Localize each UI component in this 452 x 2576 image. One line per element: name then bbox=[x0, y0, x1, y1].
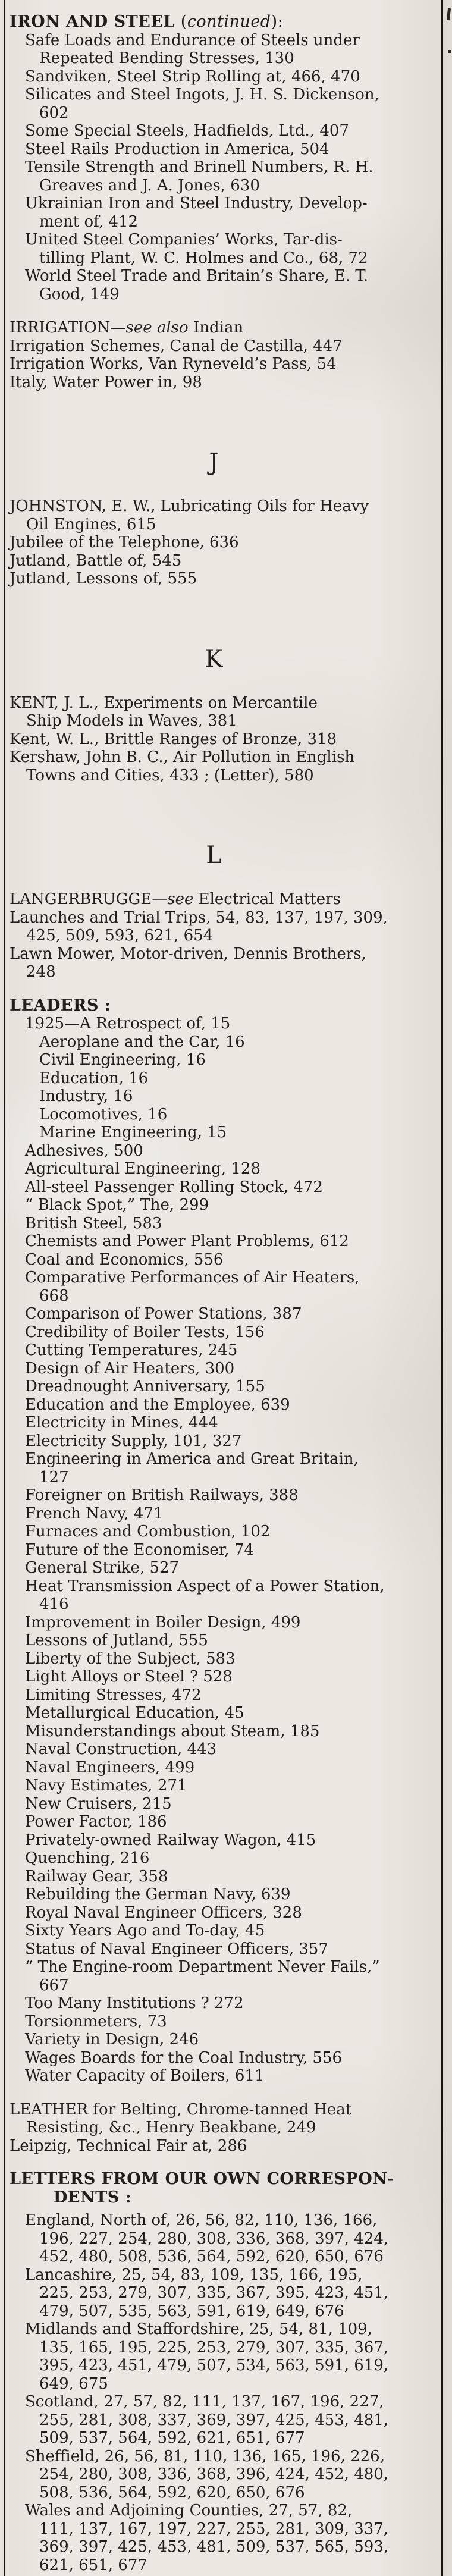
index-entry bbox=[25, 1251, 434, 1269]
index-entry bbox=[39, 1124, 434, 1142]
text-run: 254, 280, 308, 336, 368, 396, 424, 452, 480, bbox=[39, 2465, 389, 2483]
text-run: ( bbox=[180, 12, 187, 31]
text-run: Kent, W. L., Brittle Ranges of Bronze, 318 bbox=[10, 730, 337, 748]
text-run: “ Black Spot,” The, 299 bbox=[25, 1196, 209, 1214]
index-entry bbox=[25, 1994, 434, 2013]
index-entry bbox=[25, 1759, 434, 1777]
index-entry bbox=[25, 1559, 434, 1577]
index-entry bbox=[25, 1813, 434, 1831]
text-run: 369, 397, 425, 453, 481, 509, 537, 565, 593, bbox=[39, 2538, 389, 2556]
text-run: LEATHER for Belting, Chrome-tanned Heat bbox=[10, 2100, 352, 2119]
text-run: Privately-owned Railway Wagon, 415 bbox=[25, 1831, 316, 1849]
index-entry bbox=[25, 1196, 434, 1215]
index-entry bbox=[25, 2211, 434, 2266]
text-run: Wages Boards for the Coal Industry, 556 bbox=[25, 2048, 342, 2067]
text-run: Furnaces and Combustion, 102 bbox=[25, 1523, 271, 1540]
text-run: Sheffield, 26, 56, 81, 110, 136, 165, 196, 226, bbox=[25, 2447, 385, 2465]
text-run: Variety in Design, 246 bbox=[25, 2031, 199, 2048]
index-entry bbox=[25, 1631, 434, 1650]
text-run: Comparison of Power Stations, 387 bbox=[25, 1305, 302, 1323]
text-run: Dreadnought Anniversary, 155 bbox=[25, 1378, 265, 1395]
text-run: Electricity Supply, 101, 327 bbox=[25, 1432, 242, 1450]
text-run: Education and the Employee, 639 bbox=[25, 1395, 290, 1414]
index-entry bbox=[25, 140, 434, 159]
index-entry bbox=[25, 231, 434, 267]
text-run: J bbox=[209, 448, 219, 476]
text-run: Lessons of Jutland, 555 bbox=[25, 1631, 208, 1649]
text-run: Sixty Years Ago and To-day, 45 bbox=[25, 1922, 265, 1940]
text-run: ): bbox=[271, 12, 284, 31]
text-run: Good, 149 bbox=[39, 285, 120, 303]
index-entry bbox=[25, 32, 434, 68]
index-entry bbox=[25, 194, 434, 231]
text-run: Electricity in Mines, 444 bbox=[25, 1414, 218, 1432]
index-entry bbox=[25, 2502, 434, 2574]
text-run: Future of the Economiser, 74 bbox=[25, 1540, 254, 1559]
text-run: Engineering in America and Great Britain, bbox=[25, 1450, 359, 1468]
index-entry bbox=[10, 355, 434, 374]
text-run: Light Alloys or Steel ? 528 bbox=[25, 1668, 233, 1686]
index-entry bbox=[10, 730, 434, 749]
index-entry bbox=[10, 2137, 434, 2155]
text-run: Comparative Performances of Air Heaters, bbox=[25, 1269, 360, 1287]
text-run: Wales and Adjoining Counties, 27, 57, 82, bbox=[25, 2502, 353, 2519]
text-run: Navy Estimates, 271 bbox=[25, 1777, 187, 1794]
text-run: 196, 227, 254, 280, 308, 336, 368, 397, 424, bbox=[39, 2229, 389, 2248]
text-run: Naval Construction, 443 bbox=[25, 1740, 217, 1758]
text-run: Kershaw, John B. C., Air Pollution in English bbox=[10, 748, 355, 766]
index-entry bbox=[25, 1360, 434, 1378]
text-run: Midlands and Staffordshire, 25, 54, 81, 109, bbox=[25, 2320, 372, 2338]
index-entry bbox=[25, 267, 434, 303]
text-run: Marine Engineering, 15 bbox=[39, 1124, 227, 1141]
text-run: Cutting Temperatures, 245 bbox=[25, 1341, 238, 1359]
text-run: 225, 253, 279, 307, 335, 367, 395, 423, 451, bbox=[39, 2284, 389, 2302]
index-entry bbox=[25, 1940, 434, 1959]
text-run: IRON AND STEEL bbox=[10, 12, 181, 31]
index-entry bbox=[10, 534, 434, 552]
text-run: Tensile Strength and Brinell Numbers, R. H. bbox=[25, 158, 373, 176]
text-run: Power Factor, 186 bbox=[25, 1813, 167, 1831]
text-run: Design of Air Heaters, 300 bbox=[25, 1359, 235, 1378]
index-entry bbox=[10, 748, 434, 785]
index-entry bbox=[10, 570, 434, 588]
text-run: 509, 537, 564, 592, 621, 651, 677 bbox=[39, 2429, 305, 2447]
text-run: Locomotives, 16 bbox=[39, 1105, 168, 1124]
text-run: Irrigation Schemes, Canal de Castilla, 447 bbox=[10, 337, 343, 355]
index-entry bbox=[25, 1922, 434, 1940]
text-run: Jutland, Lessons of, 555 bbox=[10, 570, 197, 588]
index-entry bbox=[25, 1142, 434, 1160]
text-run: Misunderstandings about Steam, 185 bbox=[25, 1722, 320, 1740]
index-entry bbox=[25, 1958, 434, 1994]
index-entry bbox=[25, 1831, 434, 1850]
index-entry bbox=[25, 1722, 434, 1741]
text-run: continued bbox=[187, 12, 271, 31]
index-entry bbox=[25, 1577, 434, 1614]
text-run: Rebuilding the German Navy, 639 bbox=[25, 1885, 291, 1903]
text-run: Metallurgical Education, 45 bbox=[25, 1704, 244, 1722]
index-entry bbox=[25, 68, 434, 86]
index-entry bbox=[10, 337, 434, 356]
index-entry bbox=[10, 374, 434, 392]
text-run: K bbox=[205, 645, 224, 673]
index-entry bbox=[10, 890, 434, 909]
text-run: 248 bbox=[26, 963, 56, 981]
index-entry bbox=[25, 1686, 434, 1705]
index-entry bbox=[25, 1323, 434, 1342]
text-run: Torsionmeters, 73 bbox=[25, 2012, 167, 2031]
index-entry bbox=[10, 909, 434, 945]
text-run: 111, 137, 167, 197, 227, 255, 281, 309, 337, bbox=[39, 2519, 389, 2538]
text-run: Resisting, &c., Henry Beakbane, 249 bbox=[26, 2119, 316, 2136]
section-heading bbox=[10, 2170, 434, 2189]
index-entry bbox=[25, 1269, 434, 1305]
text-run: 667 bbox=[39, 1976, 69, 1994]
index-entry bbox=[25, 1650, 434, 1668]
letter-heading-K bbox=[0, 645, 434, 673]
text-run: 621, 651, 677 bbox=[39, 2556, 147, 2574]
text-run: Scotland, 27, 57, 82, 111, 137, 167, 196, 227, bbox=[25, 2393, 384, 2411]
text-run: see bbox=[167, 890, 194, 908]
text-run: JOHNSTON, E. W., Lubricating Oils for Heavy bbox=[10, 497, 369, 515]
text-run: Steel Rails Production in America, 504 bbox=[25, 140, 329, 158]
text-run: Repeated Bending Stresses, 130 bbox=[39, 49, 294, 67]
index-entry bbox=[25, 158, 434, 194]
text-run: IRRIGATION— bbox=[10, 319, 126, 337]
index-entry bbox=[25, 1849, 434, 1868]
text-run: 255, 281, 308, 337, 369, 397, 425, 453, 481, bbox=[39, 2411, 389, 2429]
text-run: Railway Gear, 358 bbox=[25, 1867, 168, 1885]
index-entry bbox=[25, 2266, 434, 2321]
text-run: Agricultural Engineering, 128 bbox=[25, 1160, 260, 1178]
index-entry bbox=[25, 2067, 434, 2085]
index-entry bbox=[39, 1069, 434, 1088]
text-run: United Steel Companies’ Works, Tar-dis- bbox=[25, 231, 343, 249]
text-run: tilling Plant, W. C. Holmes and Co., 68, 72 bbox=[39, 249, 368, 267]
index-entry bbox=[10, 2101, 434, 2137]
text-run: Improvement in Boiler Design, 499 bbox=[25, 1613, 301, 1631]
index-entry bbox=[25, 86, 434, 122]
text-run: Launches and Trial Trips, 54, 83, 137, 197, 309, bbox=[10, 908, 388, 927]
text-run: Heat Transmission Aspect of a Power Station, bbox=[25, 1577, 385, 1595]
text-run: Coal and Economics, 556 bbox=[25, 1250, 224, 1269]
text-run: General Strike, 527 bbox=[25, 1559, 180, 1577]
text-run: DENTS : bbox=[54, 2188, 132, 2207]
index-entry bbox=[25, 1432, 434, 1451]
index-entry bbox=[25, 1160, 434, 1178]
text-run: Civil Engineering, 16 bbox=[39, 1051, 206, 1069]
column-rule-right bbox=[441, 0, 443, 2576]
text-run: 1925—A Retrospect of, 15 bbox=[25, 1015, 231, 1033]
index-entry bbox=[25, 1450, 434, 1486]
text-run: Italy, Water Power in, 98 bbox=[10, 373, 202, 391]
text-run: Oil Engines, 615 bbox=[26, 515, 156, 534]
index-entry bbox=[10, 945, 434, 981]
index-entry bbox=[25, 1015, 434, 1033]
index-entry bbox=[25, 2320, 434, 2393]
text-run: Ukrainian Iron and Steel Industry, Develop- bbox=[25, 194, 368, 212]
index-entry bbox=[25, 1232, 434, 1251]
index-entry bbox=[25, 2049, 434, 2067]
index-entry bbox=[25, 1341, 434, 1360]
text-run: 395, 423, 451, 479, 507, 534, 563, 591, 619, bbox=[39, 2357, 389, 2374]
text-run: 452, 480, 508, 536, 564, 592, 620, 650, 676 bbox=[39, 2248, 384, 2266]
section-heading-continued bbox=[54, 2189, 434, 2207]
text-run: Towns and Cities, 433 ; (Letter), 580 bbox=[26, 766, 314, 785]
index-entry bbox=[25, 1668, 434, 1686]
text-run: Irrigation Works, Van Ryneveld’s Pass, 54 bbox=[10, 355, 337, 373]
index-entry bbox=[10, 552, 434, 570]
section-heading bbox=[10, 997, 434, 1015]
text-run: British Steel, 583 bbox=[25, 1214, 162, 1232]
index-entry bbox=[25, 1414, 434, 1432]
text-run: LETTERS FROM OUR OWN CORRESPON- bbox=[10, 2170, 395, 2188]
text-run: Adhesives, 500 bbox=[25, 1141, 143, 1160]
index-entry bbox=[25, 1614, 434, 1632]
scan-artifact bbox=[448, 50, 451, 53]
text-run: Leipzig, Technical Fair at, 286 bbox=[10, 2136, 247, 2155]
text-run: Jutland, Battle of, 545 bbox=[10, 551, 182, 570]
text-run: see also bbox=[125, 319, 189, 337]
index-entry bbox=[39, 1106, 434, 1124]
text-run: “ The Engine-room Department Never Fails,” bbox=[25, 1958, 380, 1976]
text-run: Credibility of Boiler Tests, 156 bbox=[25, 1323, 265, 1341]
index-entry bbox=[25, 1178, 434, 1197]
index-entry bbox=[25, 1486, 434, 1505]
column-rule-left bbox=[4, 0, 5, 2576]
index-entry bbox=[25, 1795, 434, 1813]
text-run: Industry, 16 bbox=[39, 1087, 133, 1105]
text-run: L bbox=[206, 842, 222, 869]
text-run: Education, 16 bbox=[39, 1069, 149, 1087]
text-run: Greaves and J. A. Jones, 630 bbox=[39, 176, 260, 194]
text-run: French Navy, 471 bbox=[25, 1504, 164, 1523]
text-run: LANGERBRUGGE— bbox=[10, 890, 168, 908]
index-entry bbox=[25, 1378, 434, 1396]
text-run: Quenching, 216 bbox=[25, 1849, 150, 1867]
index-entry bbox=[25, 2031, 434, 2049]
text-run: Chemists and Power Plant Problems, 612 bbox=[25, 1232, 349, 1250]
text-run: World Steel Trade and Britain’s Share, E. T. bbox=[25, 267, 369, 285]
letter-heading-J bbox=[0, 448, 434, 476]
index-entry bbox=[39, 1051, 434, 1069]
index-entry bbox=[25, 1396, 434, 1414]
text-run: Liberty of the Subject, 583 bbox=[25, 1649, 236, 1668]
text-run: Sandviken, Steel Strip Rolling at, 466, 470 bbox=[25, 67, 360, 86]
letter-heading-L bbox=[0, 842, 434, 869]
text-run: Lancashire, 25, 54, 83, 109, 135, 166, 195, bbox=[25, 2266, 363, 2284]
index-entry bbox=[25, 1868, 434, 1886]
text-run: 479, 507, 535, 563, 591, 619, 649, 676 bbox=[39, 2302, 344, 2320]
text-run: Safe Loads and Endurance of Steels under bbox=[25, 31, 360, 49]
index-entry bbox=[25, 1777, 434, 1795]
text-run: 416 bbox=[39, 1595, 69, 1613]
index-entry bbox=[39, 1033, 434, 1052]
text-run: Ship Models in Waves, 381 bbox=[26, 712, 237, 730]
text-run: ment of, 412 bbox=[39, 212, 139, 231]
text-run: 668 bbox=[39, 1287, 69, 1305]
text-run: Indian bbox=[188, 319, 244, 337]
text-run: 425, 509, 593, 621, 654 bbox=[26, 927, 214, 945]
index-entry bbox=[25, 1523, 434, 1541]
index-entry bbox=[25, 1885, 434, 1904]
text-run: Royal Naval Engineer Officers, 328 bbox=[25, 1903, 302, 1922]
index-entry bbox=[10, 319, 434, 337]
index-entry bbox=[25, 1704, 434, 1722]
text-run: LEADERS : bbox=[10, 996, 111, 1015]
text-run: Too Many Institutions ? 272 bbox=[25, 1994, 244, 2012]
text-run: Naval Engineers, 499 bbox=[25, 1758, 195, 1777]
index-entry bbox=[25, 1904, 434, 1922]
index-entry bbox=[25, 1740, 434, 1759]
text-run: All-steel Passenger Rolling Stock, 472 bbox=[25, 1178, 323, 1196]
text-run: Status of Naval Engineer Officers, 357 bbox=[25, 1940, 328, 1958]
index-entry bbox=[10, 694, 434, 730]
index-entry bbox=[39, 1087, 434, 1106]
text-run: England, North of, 26, 56, 82, 110, 136, 166, bbox=[25, 2211, 378, 2229]
index-entry bbox=[25, 1505, 434, 1523]
text-run: 127 bbox=[39, 1468, 69, 1486]
text-run: Lawn Mower, Motor-driven, Dennis Brothers, bbox=[10, 945, 366, 963]
index-entry bbox=[25, 2393, 434, 2448]
text-run: Foreigner on British Railways, 388 bbox=[25, 1486, 299, 1504]
text-run: Water Capacity of Boilers, 611 bbox=[25, 2067, 265, 2085]
text-run: Limiting Stresses, 472 bbox=[25, 1686, 202, 1704]
text-run: Silicates and Steel Ingots, J. H. S. Dickenson, bbox=[25, 86, 379, 103]
text-run: New Cruisers, 215 bbox=[25, 1794, 172, 1813]
index-entry bbox=[10, 497, 434, 534]
index-entry bbox=[25, 2013, 434, 2031]
text-run: Jubilee of the Telephone, 636 bbox=[10, 534, 239, 551]
index-entry bbox=[25, 122, 434, 140]
text-run: 649, 675 bbox=[39, 2374, 108, 2393]
text-run: 508, 536, 564, 592, 620, 650, 676 bbox=[39, 2483, 305, 2502]
text-run: Some Special Steels, Hadfields, Ltd., 407 bbox=[25, 122, 349, 140]
index-entry bbox=[25, 2448, 434, 2502]
text-run: KENT, J. L., Experiments on Mercantile bbox=[10, 694, 318, 712]
index-entry bbox=[25, 1215, 434, 1233]
index-entry bbox=[25, 1305, 434, 1323]
text-run: 135, 165, 195, 225, 253, 279, 307, 335, 367, bbox=[39, 2338, 389, 2357]
text-run: Aeroplane and the Car, 16 bbox=[39, 1033, 245, 1051]
index-entry bbox=[25, 1541, 434, 1560]
text-run: Electrical Matters bbox=[193, 890, 341, 908]
section-heading bbox=[10, 13, 434, 32]
text-run: 602 bbox=[39, 103, 69, 122]
